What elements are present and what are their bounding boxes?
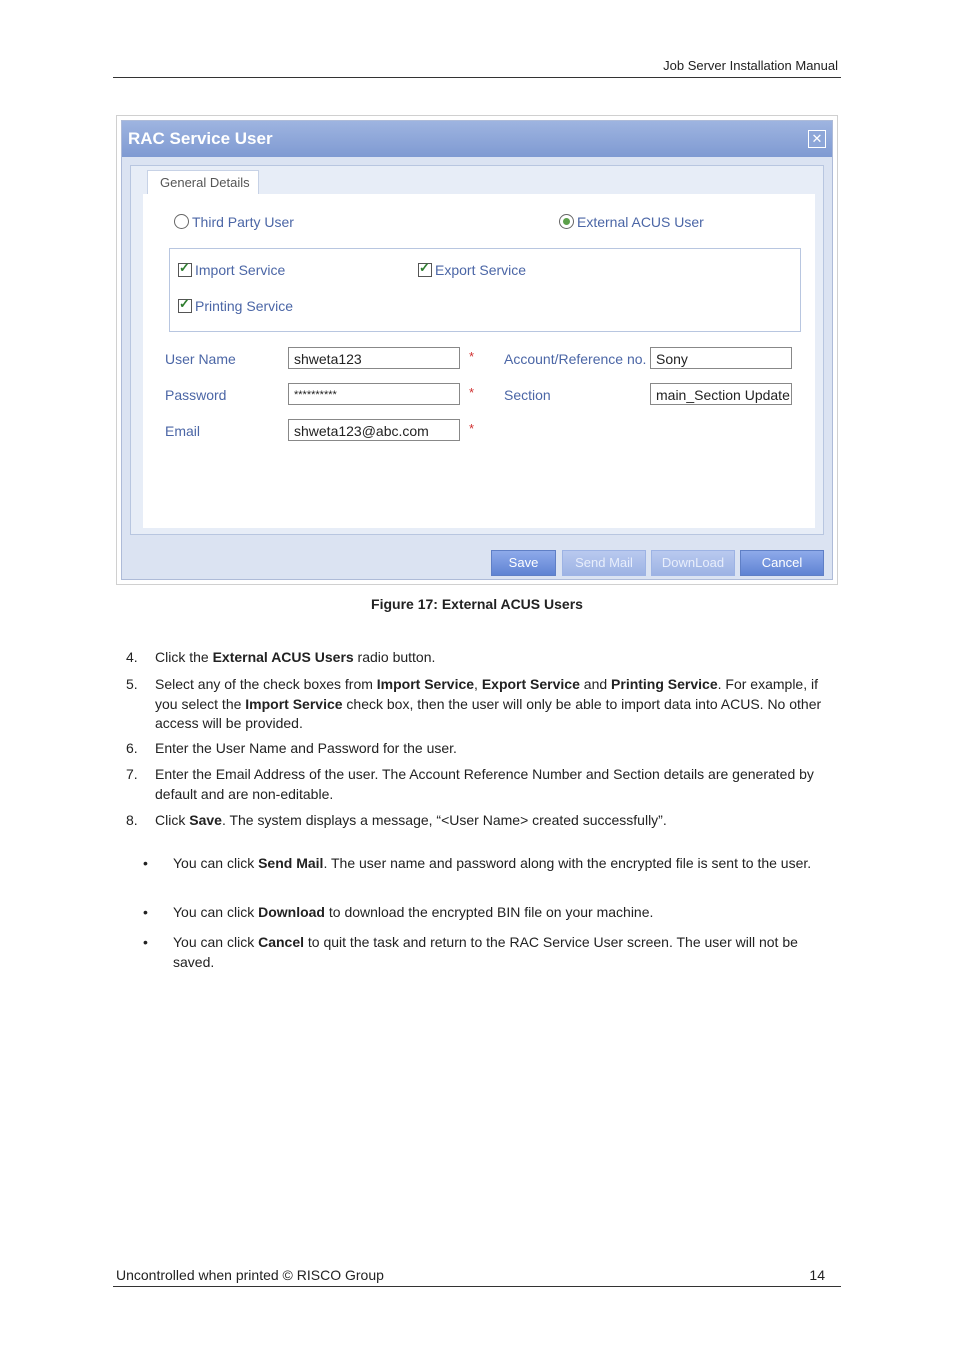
account-reference-label: Account/Reference no. (504, 351, 647, 367)
import-service-checkbox[interactable] (178, 262, 285, 278)
bullet-icon: • (143, 904, 148, 920)
email-input[interactable]: shweta123@abc.com (288, 419, 460, 441)
page-number: 14 (809, 1267, 825, 1283)
dialog-title: RAC Service User (128, 129, 273, 148)
step-item (126, 739, 841, 759)
printing-service-label: Printing Service (195, 298, 294, 314)
rac-service-user-dialog (121, 120, 833, 580)
radio-on-icon (559, 214, 574, 229)
step-number: 4. (126, 649, 138, 665)
figure-caption: Figure 17: External ACUS Users (371, 596, 583, 612)
bullet-text: You can click Cancel to quit the task and return to the RAC Service User screen. The user will not be saved. (173, 934, 798, 970)
radio-third-party-user[interactable] (174, 214, 294, 230)
step-text: Select any of the check boxes from Import Service, Export Service and Printing Service. For example, if you select the Import Service check box, then the user will only be able to import data into ACUS. No other access will be provided. (155, 676, 822, 731)
close-icon[interactable]: ✕ (808, 130, 826, 148)
dialog-titlebar (122, 121, 832, 157)
export-service-checkbox[interactable] (418, 262, 526, 278)
required-mark: * (469, 349, 475, 364)
services-group (169, 248, 801, 332)
radio-external-acus-user[interactable] (559, 214, 704, 230)
required-mark: * (469, 385, 475, 400)
cancel-button[interactable]: Cancel (740, 550, 824, 576)
username-input[interactable]: shweta123 (288, 347, 460, 369)
email-label: Email (165, 423, 201, 439)
password-input[interactable]: ********** (288, 383, 460, 405)
step-text: Enter the User Name and Password for the user. (155, 740, 457, 756)
dialog-button-bar (122, 541, 832, 579)
checkbox-checked-icon (178, 263, 192, 277)
figure-screenshot (116, 115, 838, 585)
bullet-text: You can click Send Mail. The user name and password along with the encrypted file is sent to the user. (173, 855, 812, 871)
step-item (126, 811, 841, 831)
checkbox-checked-icon (178, 299, 192, 313)
section-input[interactable]: main_Section Update (650, 383, 792, 405)
bullet-icon: • (143, 855, 148, 871)
step-text: Click the External ACUS Users radio button. (155, 649, 436, 665)
step-number: 8. (126, 812, 138, 828)
username-label: User Name (165, 351, 236, 367)
step-item (126, 675, 841, 734)
bullet-item (143, 933, 843, 972)
radio-third-party-label: Third Party User (192, 214, 294, 230)
general-details-panel (130, 165, 824, 535)
bullet-item (143, 903, 843, 923)
radio-off-icon (174, 214, 189, 229)
bullet-icon: • (143, 934, 148, 950)
bullet-item (143, 854, 843, 874)
send-mail-button[interactable]: Send Mail (562, 550, 646, 576)
step-text: Enter the Email Address of the user. The Account Reference Number and Section details are generated by default and are non-editable. (155, 766, 814, 802)
step-text: Click Save. The system displays a message, “<User Name> created successfully”. (155, 812, 667, 828)
export-service-label: Export Service (435, 262, 527, 278)
footer-rule (113, 1286, 841, 1287)
step-item (126, 648, 841, 668)
account-reference-input[interactable]: Sony (650, 347, 792, 369)
import-service-label: Import Service (195, 262, 286, 278)
step-number: 5. (126, 676, 138, 692)
bullet-text: You can click Download to download the encrypted BIN file on your machine. (173, 904, 654, 920)
panel-body (143, 194, 815, 528)
save-button[interactable]: Save (491, 550, 556, 576)
step-number: 6. (126, 740, 138, 756)
printing-service-checkbox[interactable] (178, 298, 293, 314)
tab-general-details[interactable]: General Details (147, 170, 259, 194)
header-rule (113, 77, 841, 78)
required-mark: * (469, 421, 475, 436)
step-number: 7. (126, 766, 138, 782)
checkbox-checked-icon (418, 263, 432, 277)
step-item (126, 765, 841, 804)
section-label: Section (504, 387, 551, 403)
footer-text: Uncontrolled when printed © RISCO Group (116, 1267, 384, 1283)
password-label: Password (165, 387, 227, 403)
radio-external-label: External ACUS User (577, 214, 704, 230)
running-header: Job Server Installation Manual (663, 58, 838, 73)
download-button[interactable]: DownLoad (651, 550, 735, 576)
